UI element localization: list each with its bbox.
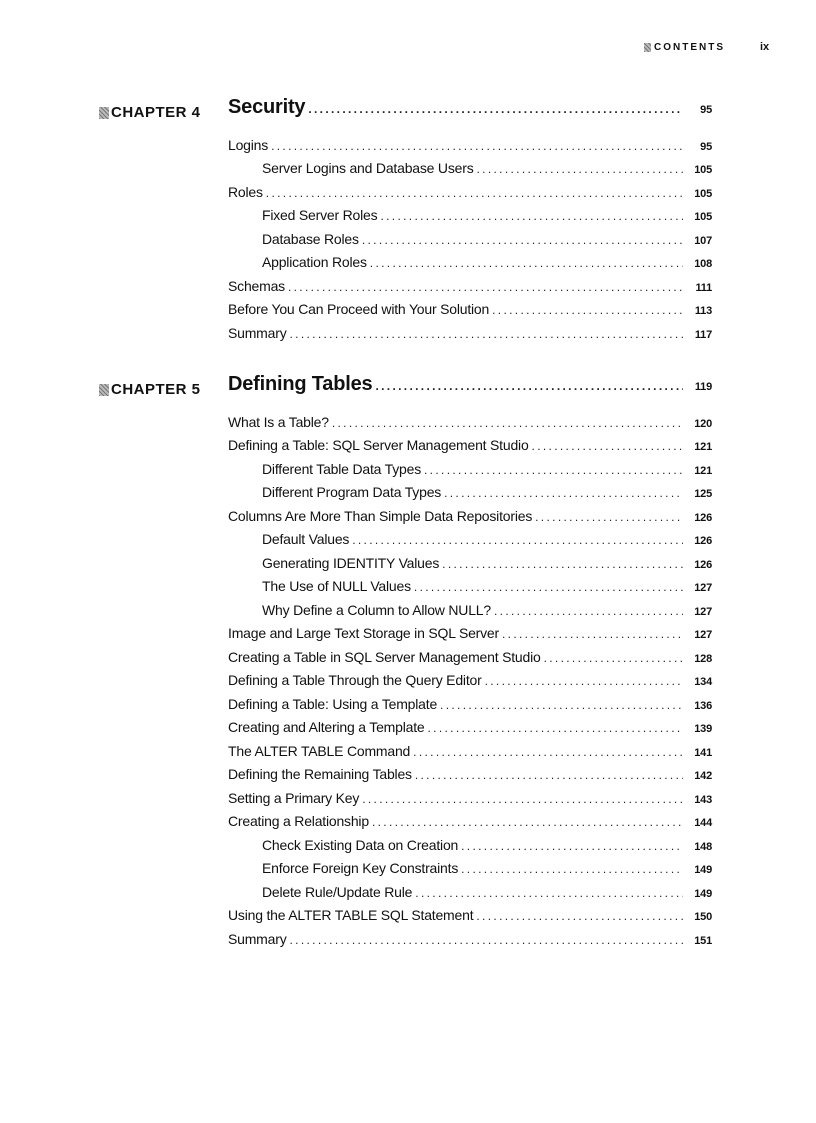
chapter-label-text: CHAPTER 5: [111, 381, 201, 398]
dot-leader: [461, 839, 683, 853]
dot-leader: [413, 745, 683, 759]
dot-leader: [476, 909, 683, 923]
toc-entry-text: Logins: [228, 137, 269, 153]
toc-entry-page: 127: [694, 606, 712, 618]
dot-leader: [502, 627, 683, 641]
toc-entry[interactable]: [228, 325, 712, 347]
dot-leader: [308, 102, 683, 116]
toc-entry-text: Summary: [228, 325, 287, 341]
toc-entry-text: Schemas: [228, 278, 285, 294]
toc-entry-text: Setting a Primary Key: [228, 790, 360, 806]
toc-entry-text: Server Logins and Database Users: [262, 160, 474, 176]
chapter-title-row[interactable]: [228, 373, 712, 399]
dot-leader: [492, 303, 683, 317]
toc-entry[interactable]: [262, 555, 712, 577]
toc-entry-page: 126: [694, 512, 712, 524]
toc-entry[interactable]: [262, 254, 712, 276]
toc-entry-text: The Use of NULL Values: [262, 578, 411, 594]
toc-entry-page: 128: [694, 653, 712, 665]
toc-entry-text: Image and Large Text Storage in SQL Server: [228, 625, 499, 641]
toc-entry-text: Check Existing Data on Creation: [262, 837, 459, 853]
toc-entry-page: 111: [695, 282, 712, 294]
chapter-label: [99, 381, 201, 398]
toc-entry[interactable]: [262, 231, 712, 253]
toc-entry-page: 121: [694, 441, 712, 453]
toc-entry-text: Different Table Data Types: [262, 461, 422, 477]
toc-entry-page: 136: [694, 700, 712, 712]
toc-entry-text: The ALTER TABLE Command: [228, 743, 411, 759]
toc-entry-page: 142: [694, 770, 712, 782]
chapter-label-text: CHAPTER 4: [111, 104, 201, 121]
dot-leader: [290, 933, 684, 947]
dot-leader: [414, 580, 683, 594]
toc-entry-text: What Is a Table?: [228, 414, 329, 430]
toc-entry-page: 150: [694, 911, 712, 923]
toc-entry-text: Defining a Table Through the Query Editor: [228, 672, 482, 688]
toc-entry[interactable]: [228, 137, 712, 159]
dot-leader: [461, 862, 683, 876]
toc-entry-text: Different Program Data Types: [262, 484, 442, 500]
toc-entry-text: Roles: [228, 184, 263, 200]
dot-leader: [352, 533, 683, 547]
toc-entry[interactable]: [228, 437, 712, 459]
dot-leader: [415, 768, 683, 782]
toc-entry-page: 105: [694, 211, 712, 223]
toc-entry[interactable]: [262, 461, 712, 483]
section-label: [644, 42, 725, 53]
toc-entry-text: Summary: [228, 931, 287, 947]
toc-entry-page: 113: [694, 305, 712, 317]
toc-entry-page: 125: [694, 488, 712, 500]
dot-leader: [444, 486, 683, 500]
dot-leader: [544, 651, 683, 665]
toc-entry-text: Delete Rule/Update Rule: [262, 884, 413, 900]
toc-entry[interactable]: [262, 837, 712, 859]
dot-leader: [288, 280, 683, 294]
toc-entry-page: 149: [694, 864, 712, 876]
dot-leader: [370, 256, 683, 270]
dot-leader: [372, 815, 683, 829]
toc-entry[interactable]: [228, 625, 712, 647]
chapter-title: Defining Tables: [228, 373, 373, 395]
toc-entry-page: 149: [694, 888, 712, 900]
dot-leader: [442, 557, 683, 571]
section-label-text: CONTENTS: [654, 42, 725, 53]
toc-entry[interactable]: [228, 414, 712, 436]
dot-leader: [332, 416, 683, 430]
toc-entry-text: Application Roles: [262, 254, 367, 270]
toc-entry[interactable]: [262, 602, 712, 624]
toc-entry-page: 126: [694, 559, 712, 571]
toc-entry-page: 127: [694, 629, 712, 641]
toc-entry-text: Generating IDENTITY Values: [262, 555, 440, 571]
toc-entry-page: 127: [694, 582, 712, 594]
dot-leader: [375, 379, 683, 393]
hatch-icon: [99, 384, 109, 396]
chapter-title-page: 119: [694, 381, 712, 393]
toc-entry[interactable]: [228, 649, 712, 671]
toc-entry-page: 108: [694, 258, 712, 270]
toc-entry-text: Default Values: [262, 531, 350, 547]
toc-entry-text: Defining the Remaining Tables: [228, 766, 412, 782]
toc-entry-text: Creating a Relationship: [228, 813, 369, 829]
toc-entry-page: 144: [694, 817, 712, 829]
toc-entry[interactable]: [262, 884, 712, 906]
toc-entry[interactable]: [262, 578, 712, 600]
toc-entry[interactable]: [228, 719, 712, 741]
toc-entry[interactable]: [228, 696, 712, 718]
dot-leader: [485, 674, 683, 688]
chapter-title-row[interactable]: [228, 96, 712, 122]
toc-entry-page: 121: [694, 465, 712, 477]
dot-leader: [380, 209, 683, 223]
toc-entry-page: 134: [694, 676, 712, 688]
toc-entry-page: 95: [700, 141, 712, 153]
dot-leader: [415, 886, 683, 900]
hatch-icon: [644, 43, 651, 52]
toc-entry[interactable]: [228, 743, 712, 765]
toc-entry[interactable]: [228, 278, 712, 300]
toc-entry[interactable]: [228, 931, 712, 953]
dot-leader: [362, 233, 683, 247]
dot-leader: [532, 439, 683, 453]
toc-entry-text: Creating a Table in SQL Server Management Studio: [228, 649, 541, 665]
toc-entry[interactable]: [228, 813, 712, 835]
dot-leader: [362, 792, 683, 806]
toc-entry[interactable]: [228, 672, 712, 694]
toc-entry[interactable]: [228, 790, 712, 812]
page-number: ix: [760, 41, 770, 53]
toc-entry[interactable]: [228, 301, 712, 323]
toc-entry-page: 148: [694, 841, 712, 853]
toc-entry-text: Why Define a Column to Allow NULL?: [262, 602, 491, 618]
toc-entry[interactable]: [262, 484, 712, 506]
toc-entry-text: Enforce Foreign Key Constraints: [262, 860, 459, 876]
toc-entry-text: Defining a Table: Using a Template: [228, 696, 438, 712]
toc-entry-text: Using the ALTER TABLE SQL Statement: [228, 907, 474, 923]
toc-entry-text: Database Roles: [262, 231, 359, 247]
toc-entry-page: 105: [694, 164, 712, 176]
dot-leader: [440, 698, 683, 712]
dot-leader: [494, 604, 683, 618]
toc-entry-page: 151: [694, 935, 712, 947]
dot-leader: [271, 139, 683, 153]
dot-leader: [266, 186, 683, 200]
toc-entry[interactable]: [228, 766, 712, 788]
dot-leader: [290, 327, 684, 341]
toc-entry-page: 107: [694, 235, 712, 247]
toc-entry-text: Defining a Table: SQL Server Management Studio: [228, 437, 529, 453]
chapter-label: [99, 104, 201, 121]
toc-entry-page: 126: [694, 535, 712, 547]
toc-entry[interactable]: [262, 860, 712, 882]
dot-leader: [535, 510, 683, 524]
toc-entry-text: Creating and Altering a Template: [228, 719, 425, 735]
dot-leader: [424, 463, 683, 477]
toc-entry-page: 139: [694, 723, 712, 735]
hatch-icon: [99, 107, 109, 119]
toc-entry-page: 143: [694, 794, 712, 806]
toc-entry-page: 117: [694, 329, 712, 341]
chapter-title-page: 95: [700, 104, 712, 116]
toc-entry-text: Columns Are More Than Simple Data Repositories: [228, 508, 533, 524]
toc-entry[interactable]: [228, 907, 712, 929]
toc-entry[interactable]: [228, 508, 712, 530]
toc-entry[interactable]: [262, 207, 712, 229]
toc-entry[interactable]: [228, 184, 712, 206]
toc-entry-page: 141: [694, 747, 712, 759]
toc-entry-text: Fixed Server Roles: [262, 207, 378, 223]
toc-entry-page: 105: [694, 188, 712, 200]
running-header: [0, 42, 816, 58]
dot-leader: [427, 721, 683, 735]
toc-entry-text: Before You Can Proceed with Your Solution: [228, 301, 490, 317]
toc-entry-page: 120: [694, 418, 712, 430]
dot-leader: [477, 162, 684, 176]
chapter-title: Security: [228, 96, 306, 118]
toc-entry[interactable]: [262, 160, 712, 182]
toc-entry[interactable]: [262, 531, 712, 553]
